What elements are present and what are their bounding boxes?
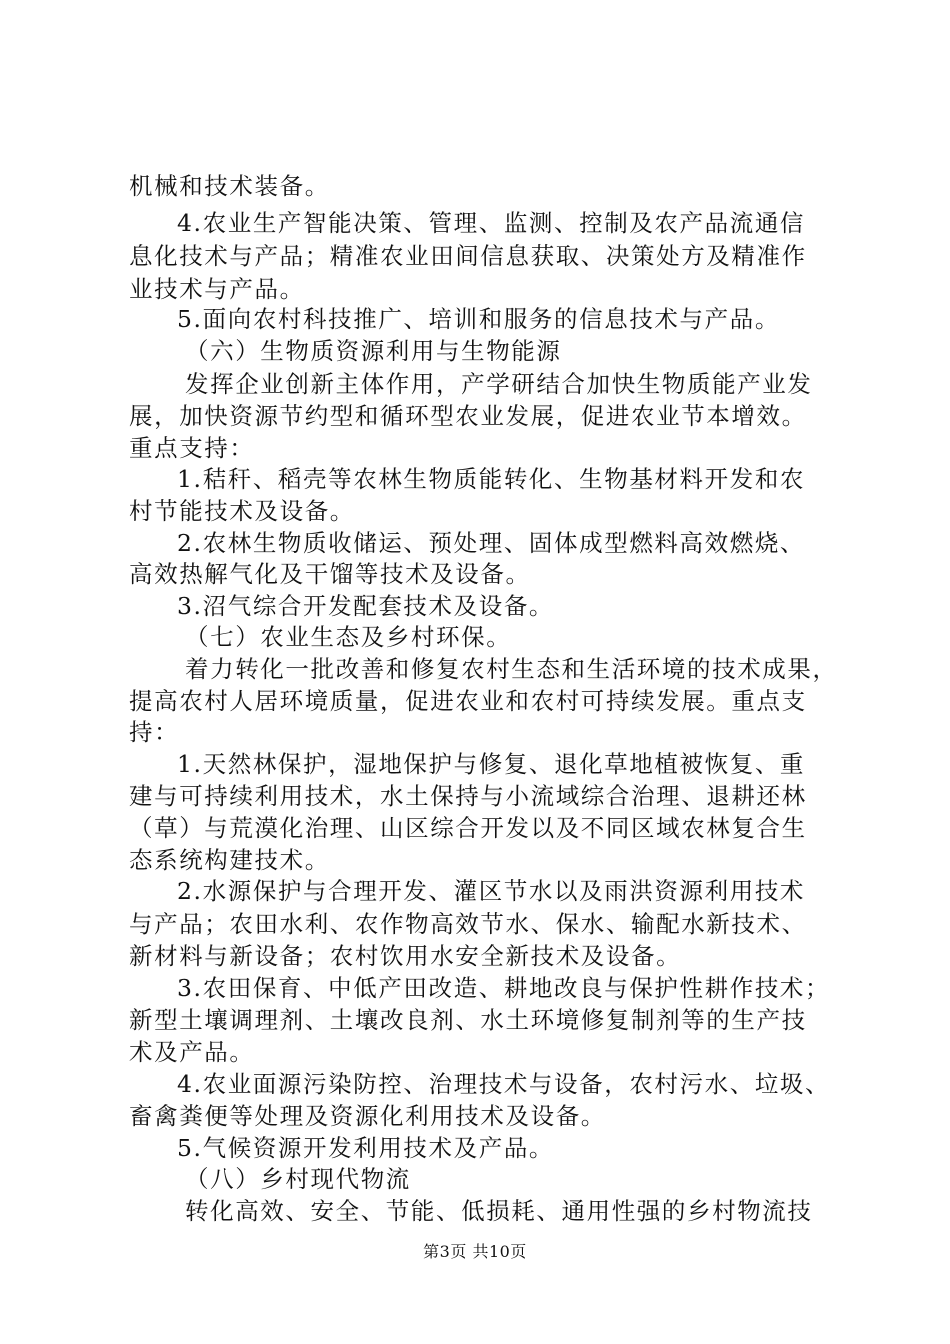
text-line: 建与可持续利用技术，水土保持与小流域综合治理、退耕还林 <box>129 782 807 810</box>
text-line: 畜禽粪便等处理及资源化利用技术及设备。 <box>129 1102 606 1130</box>
text-line: （六）生物质资源利用与生物能源 <box>185 337 562 365</box>
text-line: 转化高效、安全、节能、低损耗、通用性强的乡村物流技 <box>185 1197 813 1225</box>
text-line: 1.秸秆、稻壳等农林生物质能转化、生物基材料开发和农 <box>177 465 806 493</box>
text-line: 术及产品。 <box>129 1038 255 1066</box>
text-line: 4.农业面源污染防控、治理技术与设备，农村污水、垃圾、 <box>177 1070 831 1098</box>
text-line: 态系统构建技术。 <box>129 846 330 874</box>
text-line: 发挥企业创新主体作用，产学研结合加快生物质能产业发 <box>185 370 813 398</box>
text-line: 新型土壤调理剂、土壤改良剂、水土环境修复制剂等的生产技 <box>129 1006 807 1034</box>
text-line: 业技术与产品。 <box>129 275 305 303</box>
text-line: 着力转化一批改善和修复农村生态和生活环境的技术成果， <box>185 655 838 683</box>
text-line: 提高农村人居环境质量，促进农业和农村可持续发展。重点支 <box>129 687 807 715</box>
text-line: 新材料与新设备；农村饮用水安全新技术及设备。 <box>129 942 682 970</box>
text-line: 展，加快资源节约型和循环型农业发展，促进农业节本增效。 <box>129 402 807 430</box>
text-line: 与产品；农田水利、农作物高效节水、保水、输配水新技术、 <box>129 910 807 938</box>
text-line: 持： <box>129 718 180 746</box>
text-line: 3.农田保育、中低产田改造、耕地改良与保护性耕作技术； <box>177 974 831 1002</box>
text-line: 1.天然林保护，湿地保护与修复、退化草地植被恢复、重 <box>177 750 806 778</box>
text-line: （草）与荒漠化治理、山区综合开发以及不同区域农林复合生 <box>129 814 807 842</box>
text-line: 5.气候资源开发利用技术及产品。 <box>177 1134 555 1162</box>
text-line: 5.面向农村科技推广、培训和服务的信息技术与产品。 <box>177 305 780 333</box>
text-line: 重点支持： <box>129 434 255 462</box>
text-line: 2.农林生物质收储运、预处理、固体成型燃料高效燃烧、 <box>177 529 806 557</box>
text-line: 3.沼气综合开发配套技术及设备。 <box>177 592 555 620</box>
text-line: 机械和技术装备。 <box>129 172 330 200</box>
page-footer: 第3页 共10页 <box>423 1242 527 1261</box>
text-line: （七）农业生态及乡村环保。 <box>185 623 512 651</box>
text-line: 息化技术与产品；精准农业田间信息获取、决策处方及精准作 <box>129 242 807 270</box>
text-line: 4.农业生产智能决策、管理、监测、控制及农产品流通信 <box>177 209 806 237</box>
text-line: 村节能技术及设备。 <box>129 497 355 525</box>
text-line: 高效热解气化及干馏等技术及设备。 <box>129 560 531 588</box>
text-line: （八）乡村现代物流 <box>185 1165 411 1193</box>
text-line: 2.水源保护与合理开发、灌区节水以及雨洪资源利用技术 <box>177 877 806 905</box>
